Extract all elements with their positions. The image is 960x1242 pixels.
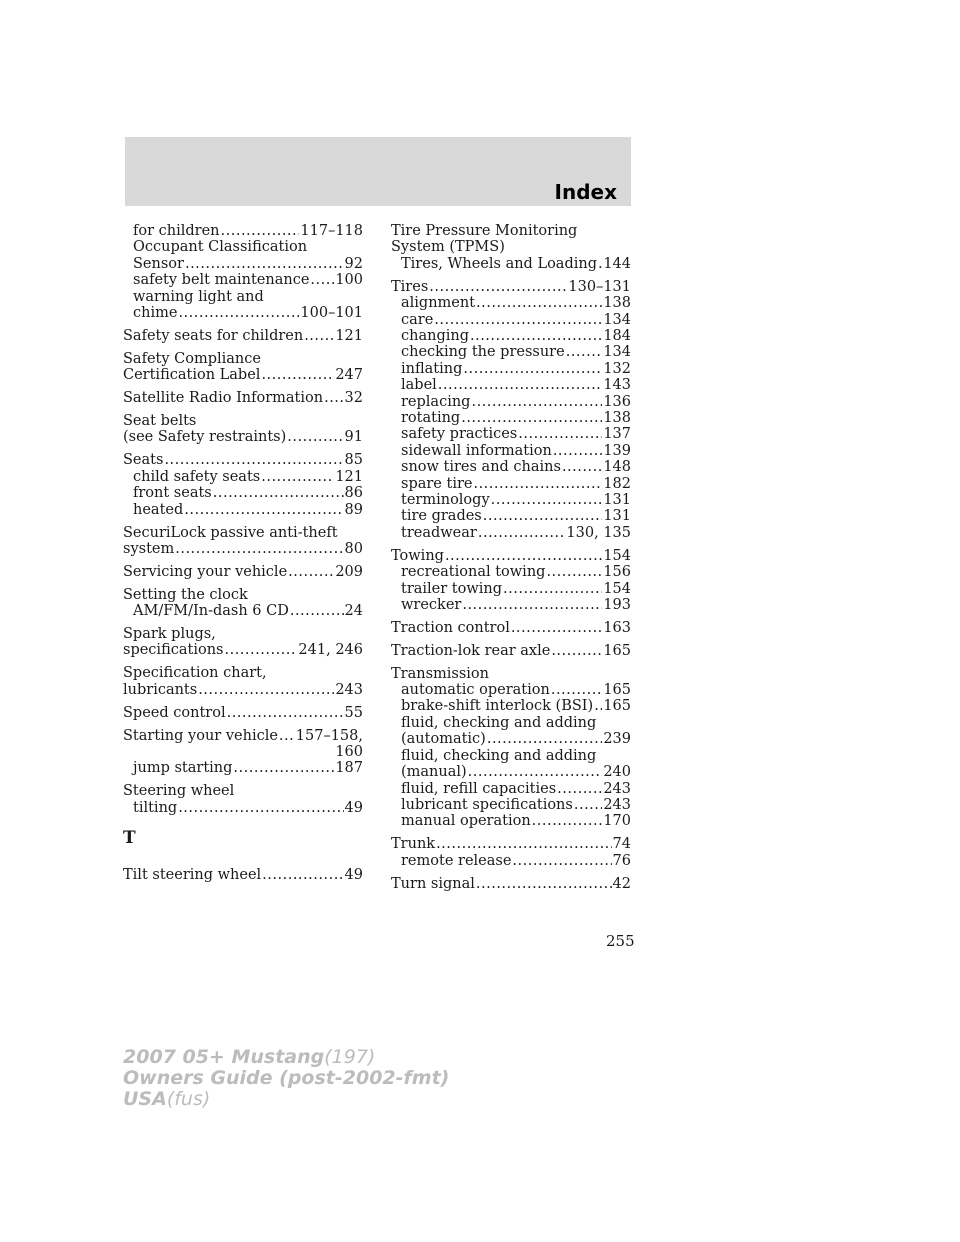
index-term: safety practices: [401, 426, 518, 443]
dot-leader: [511, 620, 602, 636]
index-subentry-line: [391, 426, 631, 442]
index-term: (automatic): [401, 731, 486, 748]
index-term: terminology: [401, 492, 490, 508]
dot-leader: [491, 492, 603, 508]
dot-leader: [184, 502, 343, 518]
dot-leader: [287, 429, 343, 445]
index-entry: [391, 643, 631, 659]
index-subentry-line: [391, 256, 631, 272]
index-entry-line: [123, 783, 363, 799]
dot-leader: [463, 361, 602, 377]
dot-leader: [279, 728, 295, 744]
index-subentry-line: [391, 443, 631, 459]
index-term: remote release: [401, 852, 512, 869]
dot-leader: [473, 476, 602, 492]
index-term: brake-shift interlock (BSI): [401, 698, 594, 715]
index-page-ref: 42: [612, 875, 631, 892]
index-entry-line: [123, 642, 363, 658]
index-term: tilting: [133, 799, 178, 816]
index-term: Safety seats for children: [123, 327, 304, 344]
index-term: Setting the clock: [123, 586, 248, 603]
index-page-ref: 32: [344, 390, 363, 407]
index-subentry-line: [391, 564, 631, 580]
dot-leader: [483, 508, 603, 524]
index-term: Tilt steering wheel: [123, 866, 262, 883]
index-page-ref: 139: [603, 442, 631, 459]
index-page-ref: 137: [603, 426, 631, 443]
index-term: lubricants: [123, 681, 198, 698]
index-term: tire grades: [401, 508, 482, 525]
index-page-ref: 144: [603, 255, 631, 272]
dot-leader: [221, 223, 300, 239]
header-band: [125, 137, 631, 206]
index-entry-line: [123, 587, 363, 603]
index-term: automatic operation: [401, 682, 550, 699]
index-page-ref: 80: [344, 540, 363, 557]
page-number: 255: [606, 932, 635, 950]
index-subentry-line: [391, 853, 631, 869]
index-page-ref: 163: [603, 619, 631, 636]
index-entry: [391, 666, 631, 830]
index-page-ref: 243: [603, 796, 631, 813]
index-page-ref: 243: [603, 780, 631, 797]
index-term: SecuriLock passive anti-theft: [123, 524, 338, 541]
index-term: System (TPMS): [391, 239, 505, 256]
index-subentry-line: [123, 239, 363, 255]
index-subentry-line: [391, 682, 631, 698]
index-term: Seats: [123, 452, 164, 469]
index-page-ref: 138: [603, 409, 631, 426]
dot-leader: [546, 564, 602, 580]
index-entry-line: [123, 452, 363, 468]
index-page-ref: 240: [603, 764, 631, 781]
index-subentry-line: [391, 781, 631, 797]
dot-leader: [503, 581, 602, 597]
index-page-ref: 76: [612, 852, 631, 869]
dot-leader: [304, 328, 334, 344]
index-subentry-line: [391, 597, 631, 613]
index-entry: [391, 836, 631, 869]
index-page-ref: 138: [603, 295, 631, 312]
index-subentry-line: [391, 698, 631, 714]
index-term: replacing: [401, 393, 471, 410]
dot-leader: [262, 867, 343, 883]
dot-leader: [487, 731, 602, 747]
dot-leader: [175, 541, 343, 557]
dot-leader: [532, 813, 603, 829]
index-term: jump starting: [133, 760, 233, 777]
dot-leader: [445, 548, 602, 564]
dot-leader: [462, 597, 602, 613]
index-subentry-line: [123, 272, 363, 288]
index-page-ref: 154: [603, 580, 631, 597]
dot-leader: [566, 344, 603, 360]
index-column-left: [123, 223, 363, 889]
index-entry: [123, 413, 363, 446]
index-entry-line: [391, 223, 631, 239]
index-page-ref: 165: [603, 682, 631, 699]
index-subentry-line: [391, 377, 631, 393]
index-term: care: [401, 311, 434, 328]
index-term: Occupant Classification: [133, 239, 308, 256]
index-entry-line: [391, 666, 631, 682]
dot-leader: [551, 682, 602, 698]
index-page-ref: 247: [335, 367, 363, 384]
index-subentry-line: [123, 469, 363, 485]
index-term: warning light and: [133, 288, 264, 305]
index-subentry-line: [391, 328, 631, 344]
index-entry-line: [123, 429, 363, 445]
dot-leader: [429, 279, 567, 295]
dot-leader: [213, 485, 344, 501]
index-term: Steering wheel: [123, 783, 235, 800]
index-page-ref: 117–118: [300, 223, 363, 239]
index-term: Towing: [391, 547, 444, 564]
index-term: alignment: [401, 295, 476, 312]
dot-leader: [438, 377, 603, 393]
index-term: safety belt maintenance: [133, 272, 310, 289]
index-entry-line: [391, 620, 631, 636]
index-page-ref: 131: [603, 508, 631, 525]
index-entry: [123, 351, 363, 384]
index-page-ref: 239: [603, 731, 631, 748]
index-page-ref: 134: [603, 344, 631, 361]
index-page-ref: 143: [603, 377, 631, 394]
index-entry: [123, 665, 363, 698]
index-page-ref: 24: [344, 603, 363, 620]
index-subentry-line: [123, 256, 363, 272]
index-entry-line: [123, 351, 363, 367]
dot-leader: [290, 603, 344, 619]
index-subentry-line: [391, 508, 631, 524]
index-subentry-line: [391, 492, 631, 508]
index-subentry-line: [123, 603, 363, 619]
index-subentry-line: [391, 394, 631, 410]
index-entry-line: [123, 367, 363, 383]
index-entry: [391, 876, 631, 892]
index-subentry-line: [123, 289, 363, 305]
index-term: label: [401, 377, 437, 394]
index-page-ref: 154: [603, 547, 631, 564]
index-term: Speed control: [123, 704, 226, 721]
index-entry-line: [391, 279, 631, 295]
index-letter-heading: T: [123, 828, 136, 849]
dot-leader: [233, 760, 334, 776]
index-page-ref: 148: [603, 459, 631, 476]
index-term: Seat belts: [123, 413, 197, 430]
index-entry: [123, 728, 363, 777]
dot-leader: [288, 564, 334, 580]
index-page-ref: 100: [335, 272, 363, 289]
index-page-ref: 132: [603, 360, 631, 377]
index-subentry-line: [391, 344, 631, 360]
index-subentry-line: [391, 764, 631, 780]
dot-leader: [224, 642, 297, 658]
index-term: snow tires and chains: [401, 459, 561, 476]
index-page-ref: 241, 246: [298, 642, 363, 659]
index-term: checking the pressure: [401, 344, 565, 361]
index-subentry-line: [123, 305, 363, 321]
index-term: front seats: [133, 485, 212, 502]
dot-leader: [198, 682, 334, 698]
index-page-ref: 49: [344, 866, 363, 883]
index-entry: [123, 705, 363, 721]
index-term: Spark plugs,: [123, 626, 216, 643]
index-entry: [391, 620, 631, 636]
index-term: AM/FM/In-dash 6 CD: [133, 603, 289, 620]
index-page-ref: 130–131: [568, 278, 631, 295]
dot-leader: [574, 797, 602, 813]
footer-model: 2007 05+ Mustang: [123, 1046, 325, 1068]
index-page-ref: 121: [335, 468, 363, 485]
index-entry: [123, 223, 363, 321]
index-entry-line: [391, 643, 631, 659]
index-entry: [123, 564, 363, 580]
index-term: Satellite Radio Information: [123, 390, 324, 407]
dot-leader: [310, 272, 334, 288]
index-term: changing: [401, 327, 469, 344]
index-page-continuation: 160: [335, 743, 363, 760]
index-subentry-line: [391, 581, 631, 597]
section-title: Index: [554, 180, 617, 204]
dot-leader: [261, 469, 334, 485]
index-subentry-line: [391, 459, 631, 475]
footer-line-2: Owners Guide (post-2002-fmt): [123, 1067, 450, 1089]
index-term: trailer towing: [401, 580, 503, 597]
index-entry: [123, 452, 363, 518]
index-page-ref: 184: [603, 327, 631, 344]
index-subentry-line: [391, 731, 631, 747]
dot-leader: [476, 295, 602, 311]
index-page-ref: 130, 135: [566, 524, 631, 541]
index-term: sidewall information: [401, 442, 552, 459]
index-entry: [123, 587, 363, 620]
dot-leader: [178, 800, 343, 816]
dot-leader: [594, 698, 602, 714]
index-page-ref: 55: [344, 704, 363, 721]
index-term: Starting your vehicle: [123, 727, 278, 744]
index-page-ref: 182: [603, 475, 631, 492]
index-term: Trunk: [391, 836, 436, 853]
index-entry: [123, 626, 363, 659]
index-entry-line: [123, 682, 363, 698]
dot-leader: [261, 367, 334, 383]
index-term: Specification chart,: [123, 665, 267, 682]
index-entry: [123, 867, 363, 883]
index-term: recreational towing: [401, 564, 546, 581]
dot-leader: [551, 643, 602, 659]
index-entry-line: [123, 626, 363, 642]
footer-line-1: [123, 1047, 449, 1068]
index-entry: [123, 390, 363, 406]
index-entry-line: [123, 564, 363, 580]
index-entry: [391, 223, 631, 272]
index-term: (manual): [401, 764, 467, 781]
index-entry-line: [123, 390, 363, 406]
index-subentry-line: [391, 361, 631, 377]
index-term: spare tire: [401, 475, 473, 492]
index-subentry-line: [391, 813, 631, 829]
index-page-ref: 121: [335, 327, 363, 344]
index-column-right: [391, 223, 631, 898]
dot-leader: [598, 256, 602, 272]
index-term: specifications: [123, 642, 224, 659]
index-subentry-line: [123, 485, 363, 501]
index-entry-line: [391, 548, 631, 564]
index-subentry-line: [391, 715, 631, 731]
index-entry-line: [123, 328, 363, 344]
index-term: Tires: [391, 278, 429, 295]
index-term: (see Safety restraints): [123, 429, 287, 446]
index-term: Servicing your vehicle: [123, 563, 288, 580]
index-subentry-line: [391, 525, 631, 541]
index-entry: [391, 279, 631, 542]
index-entry: [391, 548, 631, 614]
dot-leader: [553, 443, 602, 459]
index-term: Transmission: [391, 665, 490, 682]
index-term: fluid, refill capacities: [401, 780, 557, 797]
index-entry-line: [123, 705, 363, 721]
index-term: treadwear: [401, 524, 477, 541]
index-entry-line: [123, 867, 363, 883]
index-page-ref: 100–101: [300, 305, 363, 322]
index-term: Turn signal: [391, 875, 475, 892]
index-subentry-line: [391, 312, 631, 328]
index-entry: [123, 525, 363, 558]
index-term: system: [123, 540, 175, 557]
index-subentry-line: [391, 295, 631, 311]
index-entry: [123, 783, 363, 816]
index-page-ref: 49: [344, 799, 363, 816]
index-term: fluid, checking and adding: [401, 714, 597, 731]
index-subentry-line: [123, 502, 363, 518]
index-page-ref: 136: [603, 393, 631, 410]
dot-leader: [478, 525, 566, 541]
footer-model-code: (197): [324, 1046, 376, 1068]
index-page-ref: 156: [603, 564, 631, 581]
dot-leader: [164, 452, 343, 468]
dot-leader: [518, 426, 602, 442]
index-page-ref: 134: [603, 311, 631, 328]
index-page-ref: 243: [335, 681, 363, 698]
index-subentry-line: [123, 800, 363, 816]
index-entry-line: [391, 239, 631, 255]
index-entry-line: [123, 413, 363, 429]
index-term: Traction-lok rear axle: [391, 642, 551, 659]
dot-leader: [470, 328, 602, 344]
index-page-ref: 131: [603, 492, 631, 508]
dot-leader: [436, 836, 611, 852]
index-page-ref: 91: [344, 429, 363, 446]
index-page-ref: 157–158,: [295, 727, 363, 744]
dot-leader: [471, 394, 602, 410]
index-entry-line: [123, 525, 363, 541]
index-term: for children: [133, 223, 220, 239]
dot-leader: [512, 853, 611, 869]
index-page-ref: 89: [344, 501, 363, 518]
index-subentry-line: [391, 748, 631, 764]
index-term: chime: [133, 305, 178, 322]
index-page-ref: 170: [603, 813, 631, 830]
footer-market: USA: [123, 1088, 167, 1110]
index-term: fluid, checking and adding: [401, 747, 597, 764]
dot-leader: [227, 705, 344, 721]
dot-leader: [185, 256, 344, 272]
index-page-ref: 209: [335, 563, 363, 580]
index-term: Traction control: [391, 619, 510, 636]
index-subentry-line: [391, 476, 631, 492]
index-term: wrecker: [401, 596, 462, 613]
index-term: child safety seats: [133, 468, 261, 485]
index-term: inflating: [401, 360, 463, 377]
index-term: Tires, Wheels and Loading: [401, 255, 597, 272]
index-page-ref: 165: [603, 698, 631, 715]
index-subentry-line: [391, 797, 631, 813]
index-term: lubricant specifications: [401, 796, 573, 813]
index-page-ref: 187: [335, 760, 363, 777]
index-entry: [123, 328, 363, 344]
footer-watermark: [123, 1047, 449, 1110]
dot-leader: [178, 305, 299, 321]
index-subentry-line: [391, 410, 631, 426]
dot-leader: [434, 312, 602, 328]
dot-leader: [562, 459, 602, 475]
index-page-ref: 165: [603, 642, 631, 659]
dot-leader: [557, 781, 602, 797]
footer-market-code: (fus): [166, 1088, 211, 1110]
index-entry-line: [391, 876, 631, 892]
dot-leader: [324, 390, 343, 406]
index-term: manual operation: [401, 813, 531, 830]
index-subentry-line: [123, 760, 363, 776]
footer-line-3: [123, 1089, 449, 1110]
index-subentry-line: [123, 223, 363, 239]
index-page-ref: 86: [344, 485, 363, 502]
index-page-ref: 74: [612, 836, 631, 853]
index-page-ref: 85: [344, 452, 363, 469]
dot-leader: [461, 410, 602, 426]
index-entry-line: [123, 541, 363, 557]
index-term: heated: [133, 501, 184, 518]
index-term: rotating: [401, 409, 461, 426]
index-page-ref: 92: [344, 255, 363, 272]
index-page-ref: 193: [603, 596, 631, 613]
index-entry-line: [391, 836, 631, 852]
index-term: Tire Pressure Monitoring: [391, 223, 578, 239]
index-term: Certification Label: [123, 367, 261, 384]
dot-leader: [468, 764, 603, 780]
index-term: Safety Compliance: [123, 350, 261, 367]
index-term: Sensor: [133, 255, 184, 272]
dot-leader: [476, 876, 612, 892]
index-entry-line: [123, 665, 363, 681]
index-entry-line: [123, 728, 363, 744]
